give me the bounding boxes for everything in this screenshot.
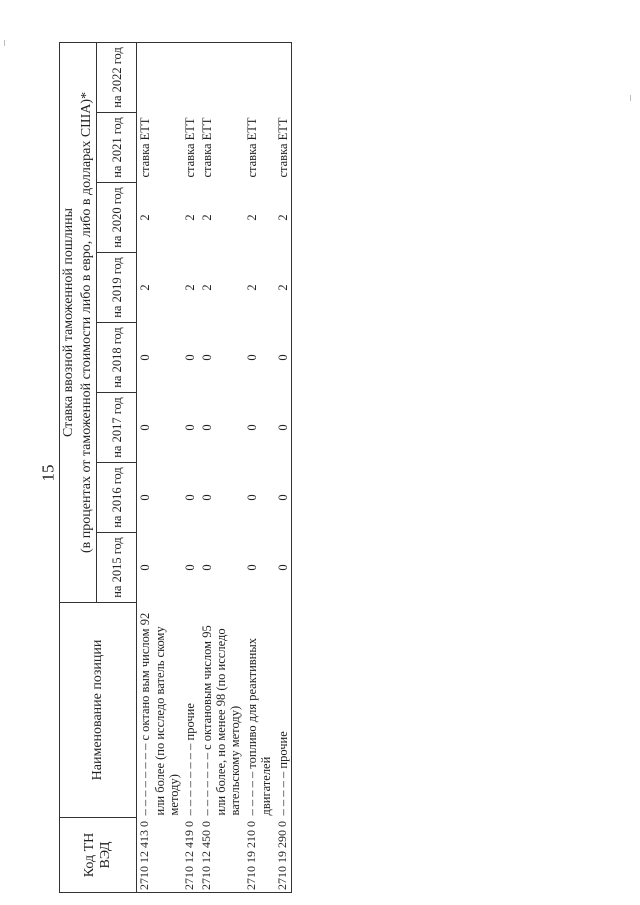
- rate-cell: 0: [138, 424, 153, 431]
- table-row: [275, 42, 292, 892]
- table-row: [182, 42, 198, 892]
- row-name: – – – – – прочие: [275, 603, 292, 818]
- header-rate-title: Ставка ввозной таможенной пошлины: [60, 42, 79, 602]
- header-year: на 2019 год: [97, 253, 137, 323]
- row-name: – – – – – – – – прочие: [183, 703, 198, 816]
- rate-cell: [182, 42, 198, 112]
- rate-cell: 0: [199, 564, 214, 571]
- rate-cell: 2: [275, 253, 292, 323]
- rate-cell: 0: [199, 494, 214, 501]
- rate-cell: [244, 42, 275, 112]
- rate-cell: [137, 42, 183, 112]
- header-year: на 2017 год: [97, 393, 137, 463]
- row-code: 2710 19 290 0: [275, 818, 292, 893]
- table-row: [137, 42, 183, 892]
- rate-cell: 2: [275, 183, 292, 253]
- rate-cell: 0: [183, 564, 198, 571]
- rate-cell: ставка ЕТТ: [199, 117, 214, 178]
- customs-duty-table: [59, 42, 292, 893]
- table-row: [199, 42, 244, 892]
- rate-cell: 2: [199, 284, 214, 291]
- scan-artifact: [630, 95, 631, 101]
- row-name: – – – – – – – с октановым числом 95 или более, но менее 98 (по исследо вательскому методу): [199, 625, 243, 816]
- header-year: на 2022 год: [97, 42, 137, 112]
- rate-cell: 0: [138, 354, 153, 361]
- rate-cell: 0: [183, 424, 198, 431]
- rate-cell: 0: [244, 424, 259, 431]
- rate-cell: ставка ЕТТ: [138, 117, 153, 178]
- header-code: Код ТН ВЭД: [60, 818, 137, 893]
- row-code: 2710 19 210 0: [244, 818, 275, 893]
- row-name: – – – – – – – – с октано вым числом 92 или более (по исследо ватель скому методу): [138, 612, 181, 816]
- header-rate-subtitle: (в процентах от таможенной стоимости либо в евро, либо в долларах США)*: [78, 42, 97, 602]
- rate-cell: ставка ЕТТ: [244, 117, 259, 178]
- rate-cell: [275, 42, 292, 112]
- row-code: 2710 12 413 0: [137, 818, 183, 893]
- rate-cell: 2: [138, 214, 153, 221]
- row-name: – – – – – топливо для реактивных двигателей: [244, 637, 274, 816]
- rate-cell: ставка ЕТТ: [183, 117, 198, 178]
- rate-cell: [199, 42, 244, 112]
- header-year: на 2016 год: [97, 463, 137, 533]
- rate-cell: 0: [244, 354, 259, 361]
- header-name: Наименование позиции: [60, 603, 137, 818]
- rate-cell: 2: [183, 214, 198, 221]
- rate-cell: 0: [138, 564, 153, 571]
- rate-cell: 0: [138, 494, 153, 501]
- header-year: на 2018 год: [97, 323, 137, 393]
- table-row: [244, 42, 275, 892]
- rate-cell: 2: [244, 214, 259, 221]
- rate-cell: 2: [183, 284, 198, 291]
- scan-artifact: [4, 40, 5, 46]
- header-year: на 2020 год: [97, 183, 137, 253]
- rate-cell: 0: [199, 424, 214, 431]
- row-code: 2710 12 450 0: [199, 818, 244, 893]
- header-year: на 2015 год: [97, 533, 137, 603]
- rate-cell: 0: [275, 463, 292, 533]
- rate-cell: 0: [275, 393, 292, 463]
- rate-cell: 0: [244, 564, 259, 571]
- rate-cell: 2: [138, 284, 153, 291]
- rate-cell: 0: [183, 494, 198, 501]
- header-year: на 2021 год: [97, 113, 137, 183]
- rate-cell: 0: [183, 354, 198, 361]
- rate-cell: 2: [199, 214, 214, 221]
- row-code: 2710 12 419 0: [182, 818, 198, 893]
- rate-cell: ставка ЕТТ: [275, 113, 292, 183]
- page-number: 15: [38, 464, 58, 482]
- rate-cell: 0: [275, 533, 292, 603]
- rate-cell: 0: [244, 494, 259, 501]
- rate-cell: 2: [244, 284, 259, 291]
- rate-cell: 0: [275, 323, 292, 393]
- rotated-page-content: [59, 43, 634, 893]
- rate-cell: 0: [199, 354, 214, 361]
